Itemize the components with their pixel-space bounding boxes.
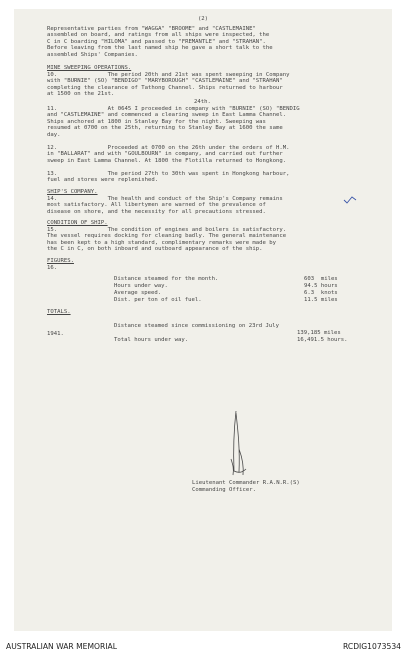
figures-value: 6.3 knots	[304, 290, 338, 296]
footer-institution: AUSTRALIAN WAR MEMORIAL	[6, 642, 117, 651]
totals-year: 1941.	[47, 331, 64, 337]
section-heading-totals: TOTALS.	[47, 309, 71, 315]
archive-footer	[0, 638, 407, 654]
totals-distance-value: 139,185 miles	[297, 330, 341, 336]
page-number: (2)	[197, 16, 209, 22]
para-13-line: 13. The period 27th to 30th was spent in Hongkong harbour,	[47, 171, 290, 177]
para-16-number: 16.	[47, 265, 58, 271]
para-11-line: day.	[47, 132, 61, 138]
figures-value: 11.5 miles	[304, 297, 338, 303]
document-page	[14, 9, 392, 631]
para-14-line: most satisfactory. All libertymen are warned of the prevalence of	[47, 202, 266, 208]
handwritten-tick-mark	[343, 195, 357, 205]
para-10-line: at 1500 on the 21st.	[47, 91, 115, 97]
section-heading-condition: CONDITION OF SHIP.	[47, 220, 108, 226]
para-15-line: The vessel requires docking for cleaning badly. The general maintenance	[47, 233, 287, 239]
handwritten-signature	[222, 409, 256, 479]
totals-hours-label: Total hours under way.	[114, 337, 189, 343]
para-15-line: the C in C, on both inboard and outboard appearance of the ship.	[47, 246, 263, 252]
intro-line: C in C boarding "HILOMA" and passed to "FREMANTLE" and "STRAHAN".	[47, 39, 266, 45]
para-15-line: 15. The condition of engines and boilers is satisfactory.	[47, 227, 287, 233]
section-heading-ships-company: SHIP'S COMPANY.	[47, 189, 98, 195]
para-10-line: 10. The period 20th and 21st was spent sweeping in Company	[47, 72, 290, 78]
intro-line: Representative parties from "WAGGA" "BROOME" and "CASTLEMAINE"	[47, 26, 256, 32]
figures-label: Average speed.	[114, 290, 162, 296]
signature-title: Commanding Officer.	[192, 487, 256, 493]
para-14-line: disease on shore, and the necessity for all precautions stressed.	[47, 209, 266, 215]
para-11-line: Ships anchored at 1800 in Stanley Bay for the night. Sweeping was	[47, 119, 266, 125]
para-13-line: fuel and stores were replenished.	[47, 177, 159, 183]
section-heading-mine-sweeping: MINE SWEEPING OPERATIONS.	[47, 65, 132, 71]
totals-hours-value: 16,491.5 hours.	[297, 337, 348, 343]
para-12-line: in "BALLARAT" and with "GOULBOURN" in company, and carried out further	[47, 151, 283, 157]
para-11-line: and "CASTLEMAINE" and commenced a clearing sweep in East Lamma Channel.	[47, 112, 287, 118]
para-10-line: completing the clearance of Tathong Channel. Ships returned to harbour	[47, 85, 283, 91]
signature-name: Lieutenant Commander R.A.N.R.(S)	[192, 480, 300, 486]
figures-value: 94.5 hours	[304, 283, 338, 289]
figures-label: Dist. per ton of oil fuel.	[114, 297, 202, 303]
para-15-line: has been kept to a high standard, complimentary remarks were made by	[47, 240, 277, 246]
para-11-line: 11. At 0645 I proceeded in company with "BURNIE" (SO) "BENDIG	[47, 106, 300, 112]
para-10-line: with "BURNIE" (SO) "BENDIGO" "MARYBOROUGH" "CASTLEMAINE" and "STRAHAN"	[47, 78, 283, 84]
figures-value: 603 miles	[304, 276, 338, 282]
footer-record-id: RCDIG1073534	[343, 642, 401, 651]
para-12-line: sweep in East Lamma Channel. At 1800 the Flotilla returned to Hongkong.	[47, 158, 287, 164]
intro-line: Before leaving from the last named ship he gave a short talk to the	[47, 45, 273, 51]
para-14-line: 14. The health and conduct of the Ship's Company remains	[47, 196, 283, 202]
intro-line: assembled on board, and ratings from all ships were inspected, the	[47, 32, 270, 38]
para-12-line: 12. Proceeded at 0700 on the 26th under the orders of H.M.	[47, 145, 290, 151]
totals-distance-label: Distance steamed since commissioning on 23rd July	[114, 323, 280, 329]
para-11-line: resumed at 0700 on the 25th, returning to Stanley Bay at 1600 the same	[47, 125, 283, 131]
figures-label: Distance steamed for the month.	[114, 276, 219, 282]
section-heading-figures: FIGURES.	[47, 258, 74, 264]
figures-label: Hours under way.	[114, 283, 168, 289]
para-11-date-marker: 24th.	[194, 99, 211, 105]
intro-line: assembled Ships' Companies.	[47, 52, 138, 58]
